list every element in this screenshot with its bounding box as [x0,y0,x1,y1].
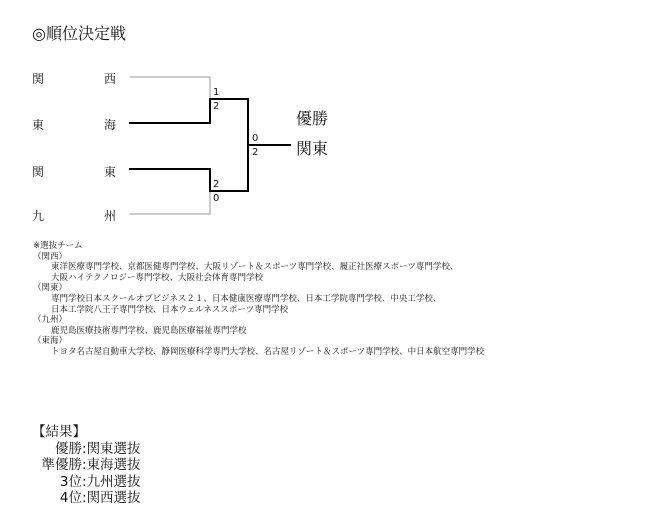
score-semi1-kansai: 1 [213,87,220,98]
group-schools-kanto-2: 日本工学院八王子専門学校、日本ウェルネススポーツ専門学校 [51,304,289,315]
team-4-char-2: 州 [104,209,117,223]
result-row: 4位:関西選抜 [32,490,141,507]
group-label-kansai: （関西） [33,251,68,262]
result-row: 3位:九州選抜 [32,474,141,491]
group-label-kanto: （関東） [33,283,68,294]
result-label: 3位 [59,473,82,490]
result-team: 関西選抜 [86,490,141,506]
team-1-char-2: 西 [104,72,117,86]
group-schools-kansai-2: 大阪ハイテクノロジー専門学校、大阪社会体育専門学校 [51,272,263,283]
result-team: 九州選抜 [86,473,141,490]
page-title: ◎順位決定戦 [32,24,126,43]
score-semi1-tokai: 2 [213,101,220,112]
notes-header: ※選抜チーム [33,241,83,251]
result-team: 東海選抜 [86,457,141,473]
group-schools-kanto-1: 専門学校日本スクールオブビジネス２１、日本健康医療専門学校、日本工学院専門学校、中央工学校、 [51,293,442,304]
result-team: 関東選抜 [86,440,141,457]
group-label-tokai: （東海） [33,336,68,347]
group-schools-tokai-1: トヨタ名古屋自動車大学校、静岡医療科学専門大学校、名古屋リゾート＆スポーツ専門学校、中日本航空専門学校 [51,346,485,357]
team-2-char-2: 海 [104,118,117,132]
champion-name: 関東 [296,139,329,158]
team-2-char-1: 東 [32,118,45,132]
group-schools-kansai-1: 東洋医療専門学校、京都医健専門学校、大阪リゾート＆スポーツ専門学校、履正社医療スポーツ専門学校、 [51,262,459,273]
selection-notes [33,241,484,358]
results-section [32,424,141,507]
group-label-kyushu: （九州） [33,315,68,326]
team-3-char-2: 東 [104,165,117,179]
results-heading: 【結果】 [32,424,86,440]
result-label: 4位 [59,490,82,506]
score-final-tokai: 0 [252,133,259,144]
result-row: 準優勝:東海選抜 [32,457,141,474]
score-semi2-kanto: 2 [213,179,220,190]
team-4-char-1: 九 [32,209,45,223]
result-label: 優勝 [55,440,82,457]
champion-label: 優勝 [296,109,329,128]
team-3-char-1: 関 [32,165,45,179]
result-label: 準優勝 [41,457,82,473]
score-final-kanto: 2 [252,147,259,158]
group-schools-kyushu-1: 鹿児島医療技術専門学校、鹿児島医療福祉専門学校 [51,325,247,336]
score-semi2-kyushu: 0 [213,193,220,204]
result-row: 優勝:関東選抜 [32,441,141,458]
team-1-char-1: 関 [32,72,45,86]
